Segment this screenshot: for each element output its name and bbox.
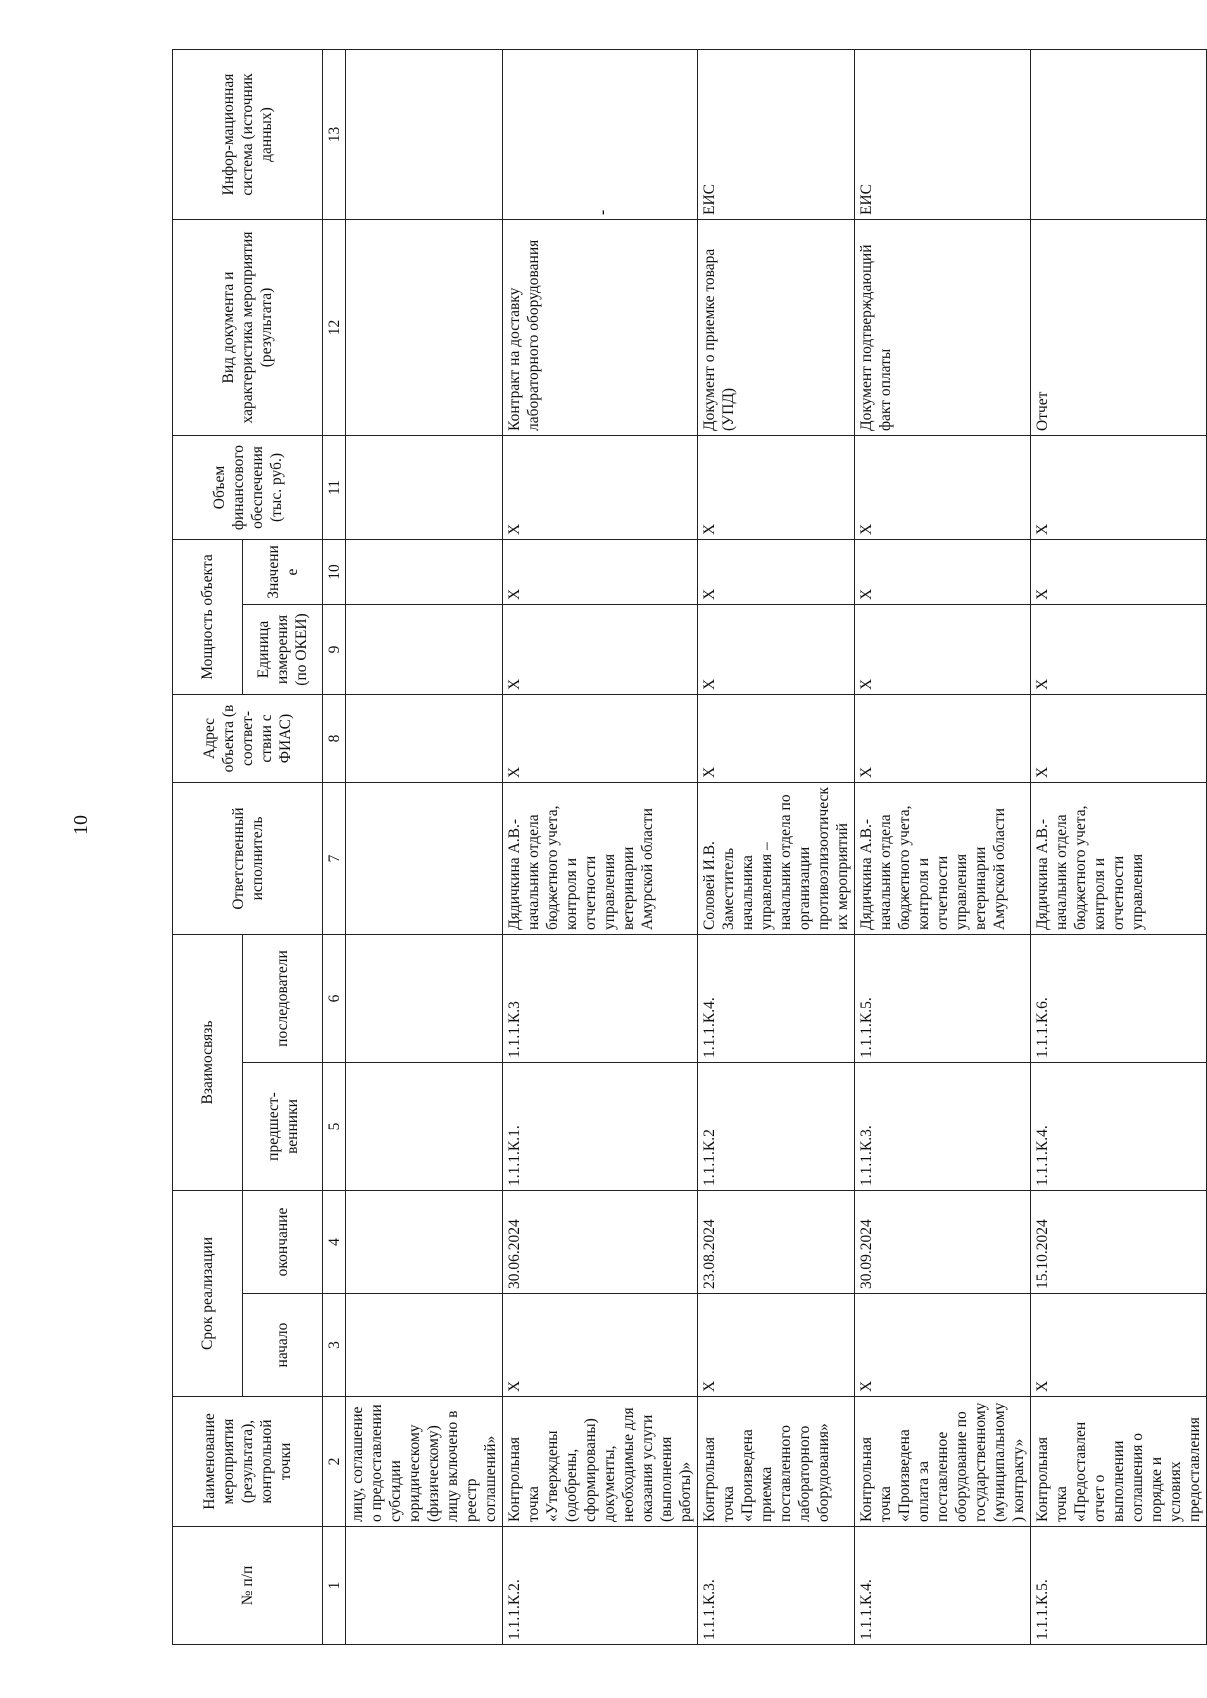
header-term: Срок реализации bbox=[173, 1191, 243, 1397]
cell-doc: Документ о приемке товара (УПД) bbox=[698, 220, 855, 436]
cell-doc: Документ подтверждающий факт оплаты bbox=[855, 220, 1031, 436]
cell-value: X bbox=[1031, 540, 1207, 605]
cell-address: X bbox=[698, 695, 855, 783]
cell-succ: 1.1.1.К.3 bbox=[503, 935, 698, 1063]
cell-finance: X bbox=[503, 436, 698, 540]
cell-infosys: ЕИС bbox=[855, 50, 1031, 220]
cell-start bbox=[346, 1294, 503, 1397]
cell-unit: X bbox=[503, 605, 698, 695]
cell-pred: 1.1.1.К.4. bbox=[1031, 1063, 1207, 1191]
cell-num: 1.1.1.К.4. bbox=[855, 1527, 1031, 1645]
table-row bbox=[698, 50, 855, 1645]
cell-end: 30.09.2024 bbox=[855, 1191, 1031, 1294]
column-numbers-row bbox=[323, 50, 346, 1645]
cell-succ: 1.1.1.К.6. bbox=[1031, 935, 1207, 1063]
col-number: 6 bbox=[323, 935, 346, 1063]
cell-end: 30.06.2024 bbox=[503, 1191, 698, 1294]
col-number: 12 bbox=[323, 220, 346, 436]
cell-end: 15.10.2024 bbox=[1031, 1191, 1207, 1294]
rotated-table-container bbox=[172, 50, 1203, 1645]
cell-value: X bbox=[503, 540, 698, 605]
header-name: Наименование мероприятия (результата), контрольной точки bbox=[173, 1397, 323, 1527]
cell-finance: X bbox=[1031, 436, 1207, 540]
cell-succ: 1.1.1.К.4. bbox=[698, 935, 855, 1063]
cell-num bbox=[346, 1527, 503, 1645]
header-doc: Вид документа и характеристика мероприятия (результата) bbox=[173, 220, 323, 436]
cell-finance: X bbox=[698, 436, 855, 540]
header-cap-unit: Единица измерения (по ОКЕИ) bbox=[243, 605, 323, 695]
header-link-succ: последователи bbox=[243, 935, 323, 1063]
col-number: 9 bbox=[323, 605, 346, 695]
cell-unit: X bbox=[698, 605, 855, 695]
header-num: № п/п bbox=[173, 1527, 323, 1645]
cell-unit bbox=[346, 605, 503, 695]
header-term-start: начало bbox=[243, 1294, 323, 1397]
cell-unit: X bbox=[855, 605, 1031, 695]
header-finance: Объем финансового обеспечения (тыс. руб.) bbox=[173, 436, 323, 540]
cell-finance: X bbox=[855, 436, 1031, 540]
table-row bbox=[346, 50, 503, 1645]
cell-end: 23.08.2024 bbox=[698, 1191, 855, 1294]
cell-succ bbox=[346, 935, 503, 1063]
cell-name: Контрольная точка «Произведена приемка поставленного лабораторного оборудования» bbox=[698, 1397, 855, 1527]
cell-num: 1.1.1.К.3. bbox=[698, 1527, 855, 1645]
cell-infosys bbox=[1031, 50, 1207, 220]
header-capacity: Мощность объекта bbox=[173, 540, 243, 695]
cell-name: Контрольная точка «Произведена оплата за поставленное оборудование по государственному (муниципальному) контракту» bbox=[855, 1397, 1031, 1527]
cell-infosys bbox=[503, 50, 698, 220]
header-link: Взаимосвязь bbox=[173, 935, 243, 1191]
cell-address: X bbox=[1031, 695, 1207, 783]
col-number: 8 bbox=[323, 695, 346, 783]
header-executor: Ответственный исполнитель bbox=[173, 783, 323, 935]
cell-succ: 1.1.1.К.5. bbox=[855, 935, 1031, 1063]
cell-pred: 1.1.1.К.2 bbox=[698, 1063, 855, 1191]
cell-start: X bbox=[855, 1294, 1031, 1397]
header-cap-value: Значение bbox=[243, 540, 323, 605]
cell-executor: Дядичкина А.В.- начальник отдела бюджетного учета, контроля и отчетности управления ветеринарии Амурской области bbox=[503, 783, 698, 935]
cell-end bbox=[346, 1191, 503, 1294]
header-infosys: Инфор-мационная система (источник данных) bbox=[173, 50, 323, 220]
col-number: 1 bbox=[323, 1527, 346, 1645]
cell-infosys bbox=[346, 50, 503, 220]
cell-doc bbox=[346, 220, 503, 436]
cell-name: Контрольная точка «Предоставлен отчет о выполнении соглашения о порядке и условиях предоставления bbox=[1031, 1397, 1207, 1527]
cell-address: X bbox=[503, 695, 698, 783]
cell-start: X bbox=[1031, 1294, 1207, 1397]
cell-doc: Контракт на доставку лабораторного оборудования bbox=[503, 220, 698, 436]
cell-finance bbox=[346, 436, 503, 540]
control-points-table bbox=[172, 49, 1207, 1645]
cell-pred bbox=[346, 1063, 503, 1191]
cell-pred: 1.1.1.К.3. bbox=[855, 1063, 1031, 1191]
cell-executor bbox=[346, 783, 503, 935]
header-term-end: окончание bbox=[243, 1191, 323, 1294]
cell-unit: X bbox=[1031, 605, 1207, 695]
col-number: 11 bbox=[323, 436, 346, 540]
cell-num: 1.1.1.К.2. bbox=[503, 1527, 698, 1645]
header-link-pred: предшест-венники bbox=[243, 1063, 323, 1191]
cell-value: X bbox=[698, 540, 855, 605]
col-number: 5 bbox=[323, 1063, 346, 1191]
cell-start: X bbox=[503, 1294, 698, 1397]
cell-start: X bbox=[698, 1294, 855, 1397]
cell-name: лицу, соглашение о предоставлении субсидии юридическому (физическому) лицу включено в реестр соглашений» bbox=[346, 1397, 503, 1527]
page-number: 10 bbox=[70, 815, 92, 835]
col-number: 7 bbox=[323, 783, 346, 935]
cell-infosys: ЕИС bbox=[698, 50, 855, 220]
dash-mark: - bbox=[594, 209, 611, 215]
col-number: 10 bbox=[323, 540, 346, 605]
cell-doc: Отчет bbox=[1031, 220, 1207, 436]
cell-num: 1.1.1.К.5. bbox=[1031, 1527, 1207, 1645]
cell-address: X bbox=[855, 695, 1031, 783]
table-row bbox=[1031, 50, 1207, 1645]
cell-name: Контрольная точка «Утверждены (одобрены, сформированы) документы, необходимые для оказания услуги (выполнения работы)» bbox=[503, 1397, 698, 1527]
col-number: 13 bbox=[323, 50, 346, 220]
cell-value bbox=[346, 540, 503, 605]
col-number: 4 bbox=[323, 1191, 346, 1294]
cell-executor: Дядичкина А.В.- начальник отдела бюджетного учета, контроля и отчетности управления bbox=[1031, 783, 1207, 935]
table-row bbox=[855, 50, 1031, 1645]
col-number: 2 bbox=[323, 1397, 346, 1527]
cell-pred: 1.1.1.К.1. bbox=[503, 1063, 698, 1191]
cell-executor: Дядичкина А.В.- начальник отдела бюджетного учета, контроля и отчетности управления ветеринарии Амурской области bbox=[855, 783, 1031, 935]
cell-address bbox=[346, 695, 503, 783]
cell-value: X bbox=[855, 540, 1031, 605]
header-address: Адрес объекта (в соответ-ствии с ФИАС) bbox=[173, 695, 323, 783]
col-number: 3 bbox=[323, 1294, 346, 1397]
table-row bbox=[503, 50, 698, 1645]
cell-executor: Соловей И.В. Заместитель начальника управления – начальник отдела по организации противоэпизоотических мероприятий bbox=[698, 783, 855, 935]
